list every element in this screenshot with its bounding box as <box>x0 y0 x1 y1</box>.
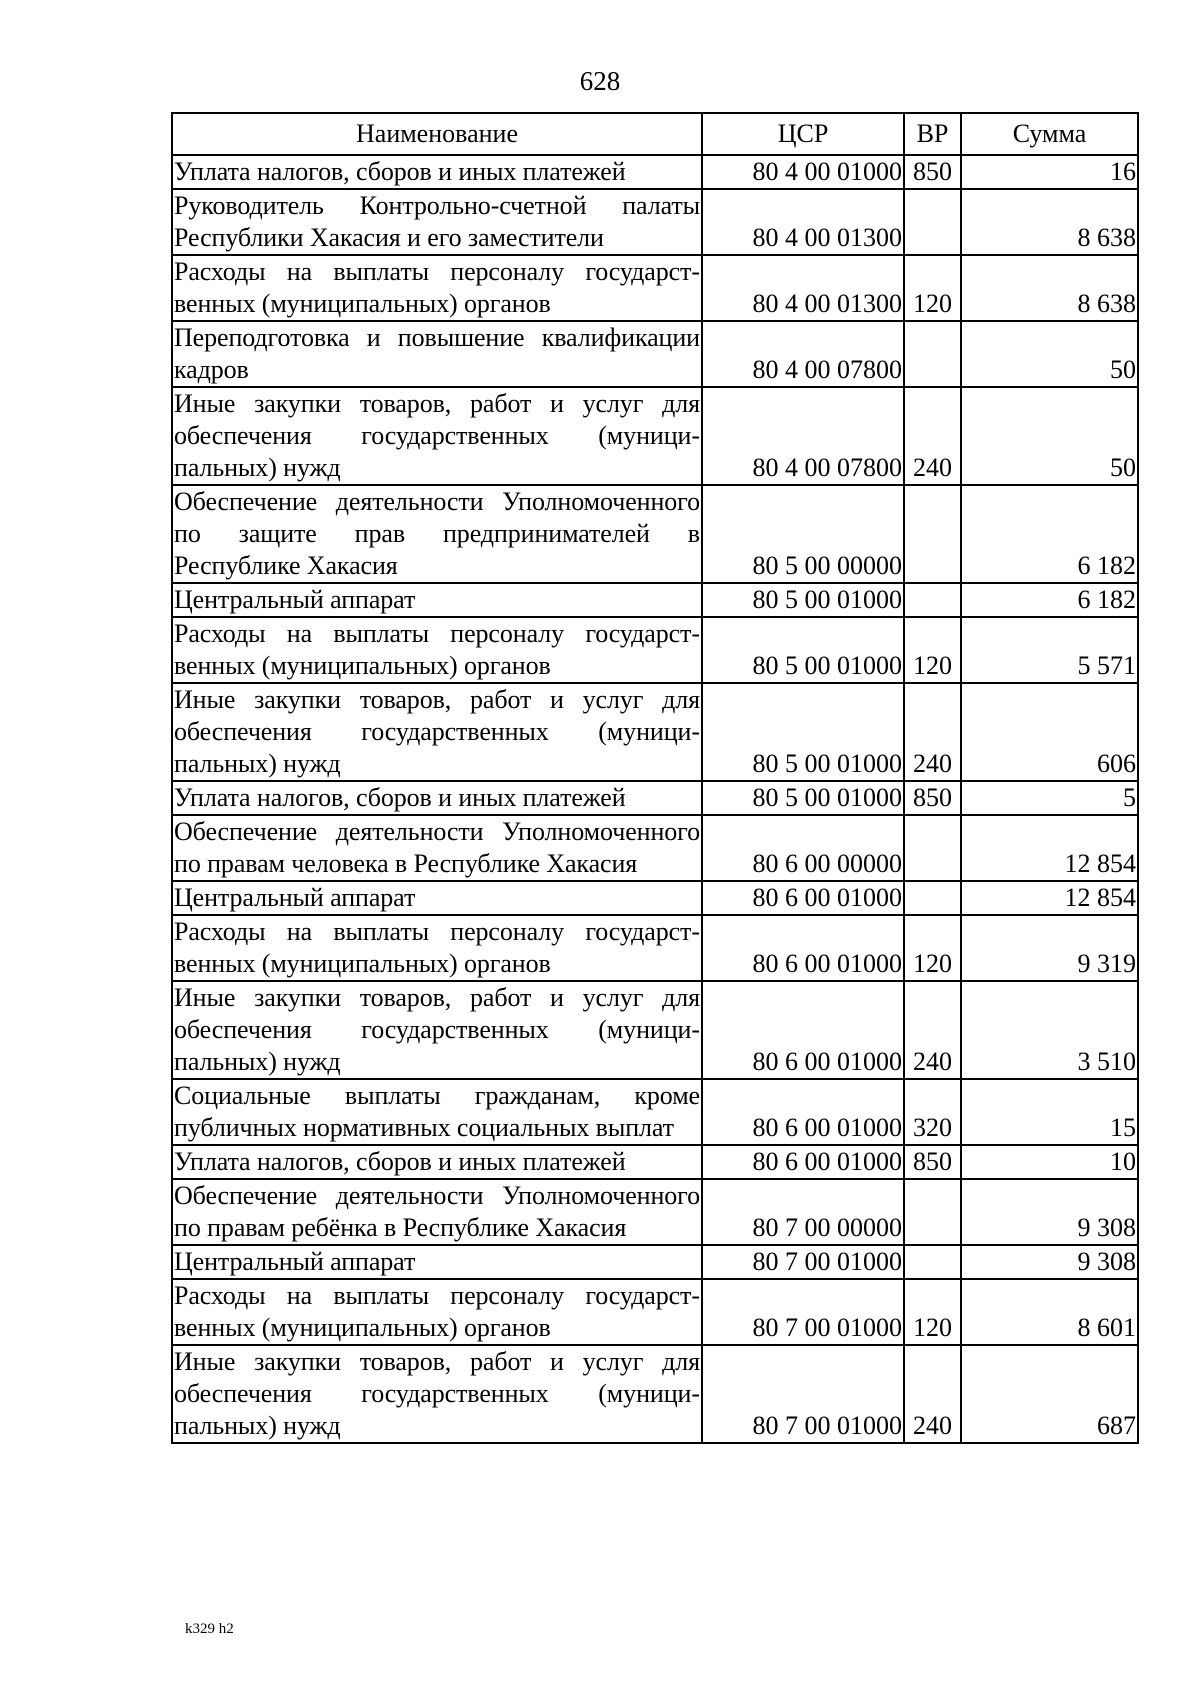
table-header-row <box>172 113 1138 155</box>
cell-sum: 10 <box>961 1145 1138 1179</box>
table-row <box>172 1179 1138 1245</box>
cell-vr: 850 <box>904 781 961 815</box>
table-row <box>172 1279 1138 1345</box>
table-row <box>172 1345 1138 1443</box>
table-row <box>172 617 1138 683</box>
cell-csr: 80 5 00 01000 <box>702 683 904 781</box>
cell-name: Иные закупки товаров, работ и услуг для обеспечения государственных (муниципальных) нужд <box>172 981 702 1079</box>
cell-name: Расходы на выплаты персоналу государственных (муниципальных) органов <box>172 617 702 683</box>
cell-sum: 6 182 <box>961 485 1138 583</box>
cell-sum: 6 182 <box>961 583 1138 617</box>
table-row <box>172 1245 1138 1279</box>
cell-csr: 80 4 00 07800 <box>702 387 904 485</box>
cell-csr: 80 4 00 07800 <box>702 321 904 387</box>
cell-sum: 15 <box>961 1079 1138 1145</box>
cell-sum: 687 <box>961 1345 1138 1443</box>
cell-name: Иные закупки товаров, работ и услуг для обеспечения государственных (муниципальных) нужд <box>172 1345 702 1443</box>
table-row <box>172 189 1138 255</box>
cell-vr <box>904 189 961 255</box>
cell-name: Центральный аппарат <box>172 1245 702 1279</box>
cell-sum: 12 854 <box>961 815 1138 881</box>
cell-csr: 80 4 00 01300 <box>702 255 904 321</box>
header-name: Наименование <box>172 113 702 155</box>
cell-sum: 8 638 <box>961 189 1138 255</box>
table-row <box>172 255 1138 321</box>
cell-vr: 240 <box>904 981 961 1079</box>
cell-csr: 80 6 00 01000 <box>702 1145 904 1179</box>
table-row <box>172 1079 1138 1145</box>
cell-vr <box>904 1245 961 1279</box>
table-row <box>172 1145 1138 1179</box>
cell-vr <box>904 881 961 915</box>
cell-csr: 80 5 00 01000 <box>702 781 904 815</box>
table-row <box>172 155 1138 189</box>
cell-vr: 120 <box>904 1279 961 1345</box>
cell-sum: 12 854 <box>961 881 1138 915</box>
cell-csr: 80 4 00 01000 <box>702 155 904 189</box>
cell-csr: 80 5 00 01000 <box>702 617 904 683</box>
cell-name: Иные закупки товаров, работ и услуг для обеспечения государственных (муниципальных) нужд <box>172 683 702 781</box>
cell-vr: 320 <box>904 1079 961 1145</box>
header-vr: ВР <box>904 113 961 155</box>
cell-vr: 240 <box>904 1345 961 1443</box>
cell-name: Расходы на выплаты персоналу государственных (муниципальных) органов <box>172 1279 702 1345</box>
cell-name: Обеспечение деятельности Уполномоченного по правам человека в Республике Хакасия <box>172 815 702 881</box>
cell-name: Социальные выплаты гражданам, кроме публичных нормативных социальных выплат <box>172 1079 702 1145</box>
cell-name: Руководитель Контрольно-счетной палаты Республики Хакасия и его заместители <box>172 189 702 255</box>
table-row <box>172 485 1138 583</box>
header-sum: Сумма <box>961 113 1138 155</box>
cell-name: Центральный аппарат <box>172 583 702 617</box>
cell-vr <box>904 321 961 387</box>
cell-sum: 5 <box>961 781 1138 815</box>
cell-sum: 50 <box>961 387 1138 485</box>
cell-csr: 80 6 00 01000 <box>702 981 904 1079</box>
cell-name: Расходы на выплаты персоналу государственных (муниципальных) органов <box>172 915 702 981</box>
cell-name: Расходы на выплаты персоналу государственных (муниципальных) органов <box>172 255 702 321</box>
cell-vr <box>904 1179 961 1245</box>
budget-table <box>171 112 1139 1444</box>
cell-sum: 9 308 <box>961 1245 1138 1279</box>
cell-csr: 80 6 00 00000 <box>702 815 904 881</box>
cell-csr: 80 6 00 01000 <box>702 915 904 981</box>
table-row <box>172 815 1138 881</box>
cell-sum: 3 510 <box>961 981 1138 1079</box>
cell-vr <box>904 815 961 881</box>
cell-name: Центральный аппарат <box>172 881 702 915</box>
cell-name: Обеспечение деятельности Уполномоченного по защите прав предпринимателей в Республике Хакасия <box>172 485 702 583</box>
cell-vr: 240 <box>904 683 961 781</box>
cell-csr: 80 6 00 01000 <box>702 881 904 915</box>
cell-csr: 80 6 00 01000 <box>702 1079 904 1145</box>
cell-name: Иные закупки товаров, работ и услуг для обеспечения государственных (муниципальных) нужд <box>172 387 702 485</box>
cell-vr <box>904 583 961 617</box>
table-row <box>172 781 1138 815</box>
table-row <box>172 321 1138 387</box>
cell-csr: 80 7 00 01000 <box>702 1279 904 1345</box>
cell-vr: 850 <box>904 155 961 189</box>
cell-sum: 5 571 <box>961 617 1138 683</box>
table-row <box>172 387 1138 485</box>
header-csr: ЦСР <box>702 113 904 155</box>
cell-sum: 16 <box>961 155 1138 189</box>
table-row <box>172 881 1138 915</box>
cell-sum: 8 638 <box>961 255 1138 321</box>
cell-csr: 80 5 00 00000 <box>702 485 904 583</box>
table-row <box>172 683 1138 781</box>
cell-vr: 120 <box>904 617 961 683</box>
cell-name: Обеспечение деятельности Уполномоченного по правам ребёнка в Республике Хакасия <box>172 1179 702 1245</box>
cell-name: Уплата налогов, сборов и иных платежей <box>172 781 702 815</box>
cell-vr: 120 <box>904 255 961 321</box>
cell-sum: 9 308 <box>961 1179 1138 1245</box>
table-row <box>172 981 1138 1079</box>
page-number: 628 <box>579 66 621 96</box>
cell-vr: 240 <box>904 387 961 485</box>
cell-name: Уплата налогов, сборов и иных платежей <box>172 1145 702 1179</box>
cell-sum: 8 601 <box>961 1279 1138 1345</box>
cell-vr <box>904 485 961 583</box>
cell-csr: 80 5 00 01000 <box>702 583 904 617</box>
cell-csr: 80 7 00 00000 <box>702 1179 904 1245</box>
cell-csr: 80 4 00 01300 <box>702 189 904 255</box>
cell-csr: 80 7 00 01000 <box>702 1345 904 1443</box>
cell-sum: 50 <box>961 321 1138 387</box>
cell-name: Переподготовка и повышение квалификации кадров <box>172 321 702 387</box>
cell-vr: 850 <box>904 1145 961 1179</box>
table-row <box>172 583 1138 617</box>
cell-name: Уплата налогов, сборов и иных платежей <box>172 155 702 189</box>
footer-code: k329 h2 <box>185 1621 234 1637</box>
cell-sum: 606 <box>961 683 1138 781</box>
cell-vr: 120 <box>904 915 961 981</box>
cell-csr: 80 7 00 01000 <box>702 1245 904 1279</box>
table-row <box>172 915 1138 981</box>
cell-sum: 9 319 <box>961 915 1138 981</box>
